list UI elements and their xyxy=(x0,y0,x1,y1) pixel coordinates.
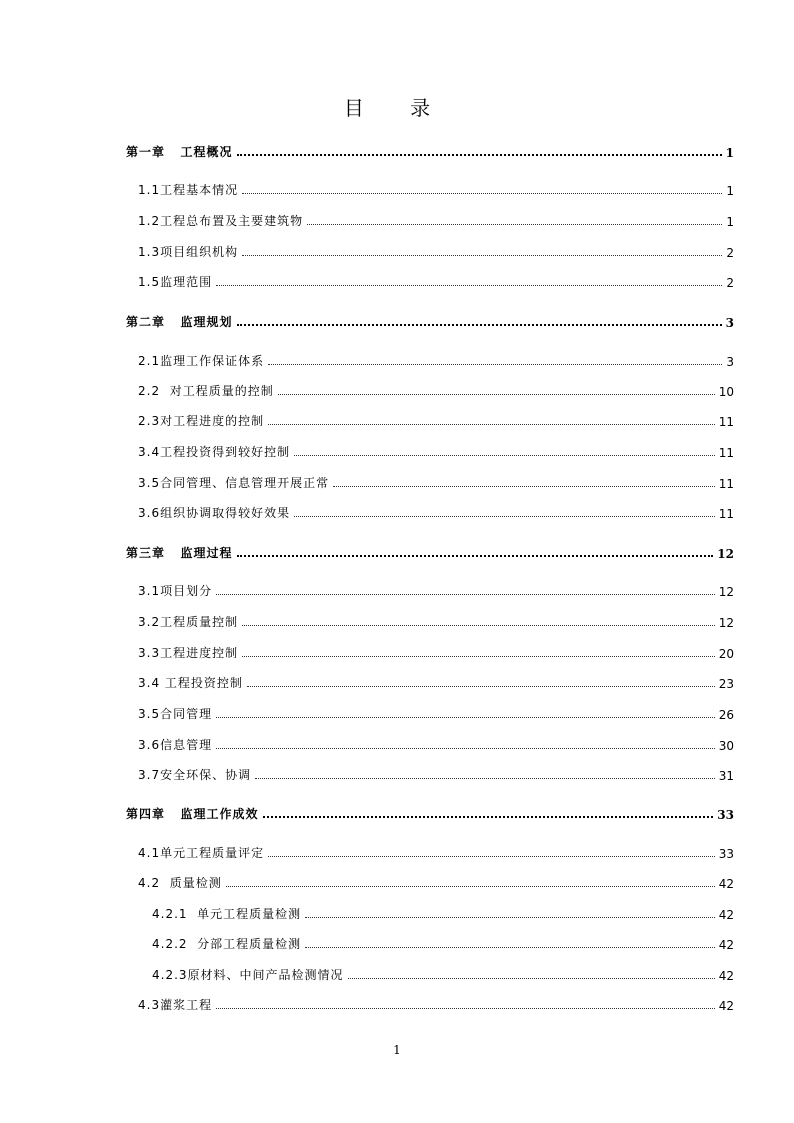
page-number: 1 xyxy=(393,1043,401,1057)
toc-entry-label: 1.5监理范围 xyxy=(138,275,213,289)
toc-section-entry[interactable] xyxy=(0,610,794,630)
toc-section-entry[interactable] xyxy=(0,349,794,369)
dot-leader xyxy=(216,716,715,718)
toc-entry-page: 1 xyxy=(726,215,734,229)
toc-section-entry[interactable] xyxy=(0,841,794,861)
toc-entry-page: 31 xyxy=(718,769,734,783)
dot-leader xyxy=(226,885,715,887)
toc-entry-label: 3.6组织协调取得较好效果 xyxy=(138,506,291,520)
dot-leader xyxy=(242,655,715,657)
toc-entry-label: 1.3项目组织机构 xyxy=(138,245,239,259)
dot-leader xyxy=(242,624,715,626)
dot-leader xyxy=(305,916,715,918)
toc-entry-label: 3.3工程进度控制 xyxy=(138,646,239,660)
toc-entry-label: 3.5合同管理、信息管理开展正常 xyxy=(138,476,330,490)
toc-chapter-entry[interactable] xyxy=(0,802,794,822)
dot-leader xyxy=(242,192,722,194)
toc-entry-label: 1.1工程基本情况 xyxy=(138,183,239,197)
toc-section-entry[interactable] xyxy=(0,671,794,691)
dot-leader xyxy=(305,946,715,948)
toc-entry-page: 3 xyxy=(725,316,734,330)
toc-entry-label: 第二章 监理规划 xyxy=(126,315,233,329)
toc-entry-label: 3.5合同管理 xyxy=(138,707,213,721)
toc-entry-label: 2.1监理工作保证体系 xyxy=(138,354,265,368)
toc-entry-label: 4.3灌浆工程 xyxy=(138,998,213,1012)
toc-entry-page: 11 xyxy=(718,477,734,491)
toc-entry-label: 1.2工程总布置及主要建筑物 xyxy=(138,214,304,228)
dot-leader xyxy=(247,685,715,687)
toc-entry-page: 1 xyxy=(725,146,734,160)
toc-entry-label: 4.2.1 单元工程质量检测 xyxy=(152,907,302,921)
toc-entry-label: 4.1单元工程质量评定 xyxy=(138,846,265,860)
toc-entry-label: 第一章 工程概况 xyxy=(126,145,233,159)
dot-leader xyxy=(333,485,715,487)
toc-entry-page: 42 xyxy=(718,877,734,891)
toc-section-entry[interactable] xyxy=(0,871,794,891)
dot-leader xyxy=(216,593,715,595)
toc-entry-label: 2.2 对工程质量的控制 xyxy=(138,384,274,398)
dot-leader xyxy=(268,855,715,857)
toc-section-entry[interactable] xyxy=(0,270,794,290)
toc-entry-label: 第四章 监理工作成效 xyxy=(126,807,259,821)
toc-entry-page: 33 xyxy=(718,847,734,861)
toc-entry-page: 11 xyxy=(718,446,734,460)
toc-section-entry[interactable] xyxy=(0,763,794,783)
dot-leader xyxy=(216,747,715,749)
toc-entry-page: 20 xyxy=(718,647,734,661)
toc-entry-label: 3.7安全环保、协调 xyxy=(138,768,252,782)
toc-section-entry[interactable] xyxy=(0,733,794,753)
dot-leader xyxy=(216,1007,715,1009)
toc-section-entry[interactable] xyxy=(0,440,794,460)
toc-entry-page: 42 xyxy=(718,969,734,983)
dot-leader xyxy=(263,815,714,818)
toc-entry-page: 23 xyxy=(718,677,734,691)
toc-entry-label: 3.4 工程投资控制 xyxy=(138,676,243,690)
toc-section-entry[interactable] xyxy=(0,641,794,661)
toc-entry-page: 42 xyxy=(718,999,734,1013)
toc-section-entry[interactable] xyxy=(0,178,794,198)
dot-leader xyxy=(348,977,715,979)
toc-section-entry[interactable] xyxy=(0,902,794,922)
toc-section-entry[interactable] xyxy=(0,702,794,722)
toc-entry-label: 4.2.3原材料、中间产品检测情况 xyxy=(152,968,344,982)
toc-title: 目 录 xyxy=(343,96,451,120)
dot-leader xyxy=(237,554,714,557)
dot-leader xyxy=(307,223,722,225)
toc-entry-label: 3.2工程质量控制 xyxy=(138,615,239,629)
dot-leader xyxy=(268,363,722,365)
toc-section-entry[interactable] xyxy=(0,409,794,429)
toc-section-entry[interactable] xyxy=(0,579,794,599)
dot-leader xyxy=(255,777,715,779)
toc-chapter-entry[interactable] xyxy=(0,310,794,330)
toc-entry-page: 2 xyxy=(726,276,734,290)
toc-section-entry[interactable] xyxy=(0,993,794,1013)
dot-leader xyxy=(294,515,715,517)
toc-chapter-entry[interactable] xyxy=(0,140,794,160)
toc-section-entry[interactable] xyxy=(0,501,794,521)
toc-chapter-entry[interactable] xyxy=(0,541,794,561)
toc-entry-label: 3.1项目划分 xyxy=(138,584,213,598)
dot-leader xyxy=(237,153,722,156)
toc-entry-page: 12 xyxy=(718,616,734,630)
toc-section-entry[interactable] xyxy=(0,209,794,229)
toc-section-entry[interactable] xyxy=(0,963,794,983)
toc-entry-page: 11 xyxy=(718,507,734,521)
toc-entry-page: 2 xyxy=(726,246,734,260)
dot-leader xyxy=(278,393,715,395)
dot-leader xyxy=(268,423,715,425)
dot-leader xyxy=(237,323,722,326)
toc-entry-page: 33 xyxy=(717,808,734,822)
toc-entry-label: 3.6信息管理 xyxy=(138,738,213,752)
toc-entry-page: 10 xyxy=(718,385,734,399)
dot-leader xyxy=(242,254,722,256)
toc-entry-page: 26 xyxy=(718,708,734,722)
toc-entry-page: 1 xyxy=(726,184,734,198)
toc-entry-page: 12 xyxy=(718,585,734,599)
toc-entry-label: 2.3对工程进度的控制 xyxy=(138,414,265,428)
toc-entry-label: 第三章 监理过程 xyxy=(126,546,233,560)
toc-section-entry[interactable] xyxy=(0,379,794,399)
toc-entry-page: 12 xyxy=(717,547,734,561)
toc-entry-page: 11 xyxy=(718,415,734,429)
toc-section-entry[interactable] xyxy=(0,471,794,491)
dot-leader xyxy=(294,454,715,456)
toc-entry-page: 42 xyxy=(718,908,734,922)
toc-section-entry[interactable] xyxy=(0,240,794,260)
toc-section-entry[interactable] xyxy=(0,932,794,952)
toc-entry-label: 4.2.2 分部工程质量检测 xyxy=(152,937,302,951)
dot-leader xyxy=(216,284,722,286)
toc-entry-page: 30 xyxy=(718,739,734,753)
toc-entry-page: 42 xyxy=(718,938,734,952)
toc-entry-label: 3.4工程投资得到较好控制 xyxy=(138,445,291,459)
toc-entry-page: 3 xyxy=(726,355,734,369)
toc-entry-label: 4.2 质量检测 xyxy=(138,876,222,890)
